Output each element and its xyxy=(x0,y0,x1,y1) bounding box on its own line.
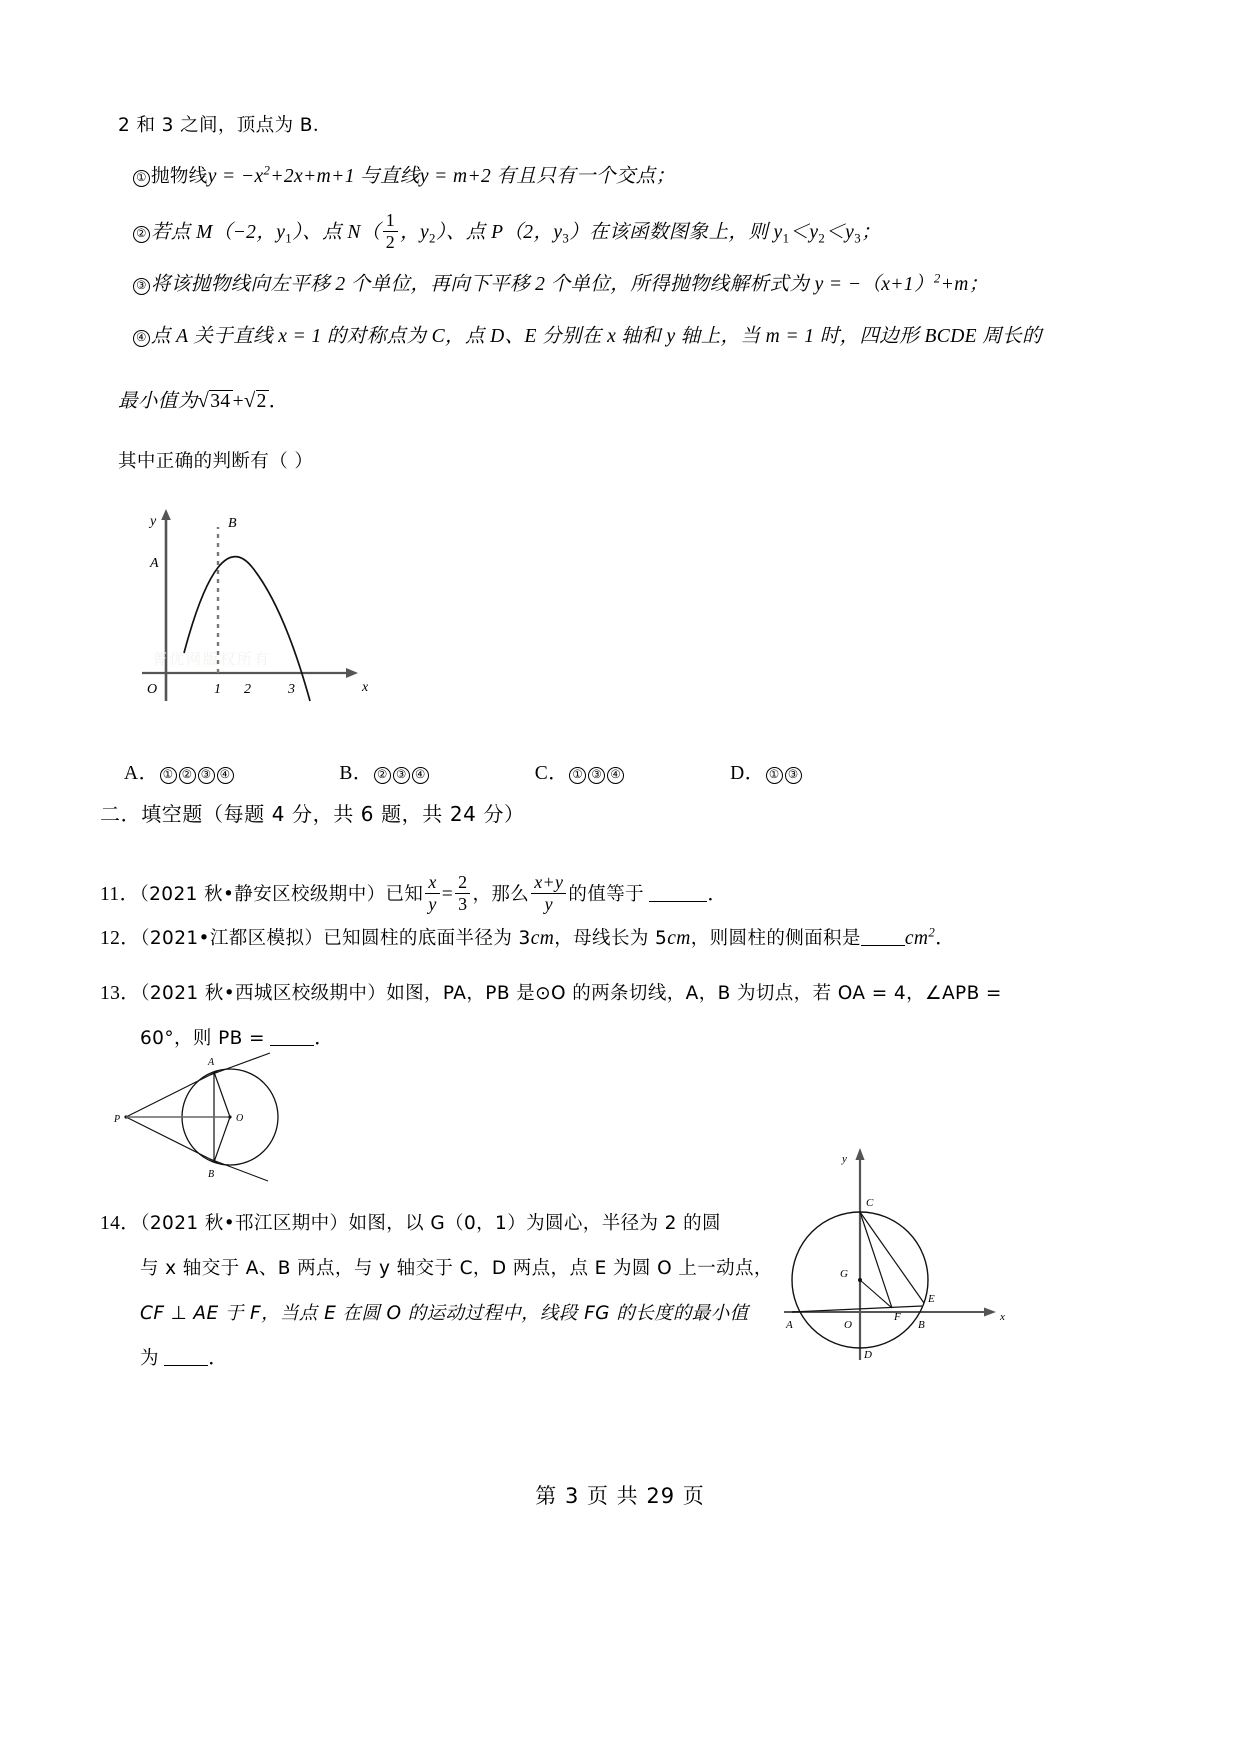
parabola-svg xyxy=(128,505,388,705)
answer-blank-q12[interactable] xyxy=(861,926,905,947)
choice-b-item-2: ② xyxy=(374,767,391,784)
point-b-label: B xyxy=(918,1319,925,1331)
question-14-line-1: 14．（2021 秋•邗江区期中）如图，以 G（0，1）为圆心，半径为 2 的圆 xyxy=(100,1213,721,1234)
point-p-label: P xyxy=(114,1114,121,1125)
problem10-ask: 其中正确的判断有（ ） xyxy=(118,451,314,473)
page-content xyxy=(118,108,1118,494)
choice-d[interactable] xyxy=(730,757,803,785)
question-12-source: （2021•江都区模拟） xyxy=(140,928,324,949)
question-13-line-1: 13．（2021 秋•西城区校级期中）如图，PA，PB 是⊙O 的两条切线，A，B 为切点，若 OA = 4，∠APB = xyxy=(100,983,1002,1004)
question-13-line-2: 60°，则 PB = ． xyxy=(140,1020,334,1058)
fraction-one-half: $\frac{1}{2}$ xyxy=(383,210,398,252)
circle-coordinate-svg xyxy=(770,1140,1020,1370)
choice-b-item-4: ④ xyxy=(412,767,429,784)
question-13-number: 13． xyxy=(100,983,141,1004)
problem10-statement-4: ④ 点 A 关于直线 x = 1 的对称点为 C，点 D、E 分别在 x 轴和 y 轴上，当 m = 1 时，四边形 BCDE 周长的 xyxy=(118,318,1118,356)
fraction-x-over-y: $\frac{x}{y}$ xyxy=(425,872,439,914)
y-axis-arrow xyxy=(855,1148,864,1160)
point-f-label: F xyxy=(894,1311,901,1323)
parabola-curve xyxy=(184,557,310,701)
x-axis-label: x xyxy=(1000,1311,1005,1323)
question-12: 12．（2021•江都区模拟）已知圆柱的底面半径为 3cm，母线长为 5cm，则圆柱的侧面积是 $cm^2$． xyxy=(100,925,956,949)
x-axis-label: x xyxy=(362,680,369,695)
choice-b-item-3: ③ xyxy=(393,767,410,784)
choice-c-item-1: ① xyxy=(569,767,586,784)
circled-number-2: ② xyxy=(133,226,150,243)
choice-c-letter: C． xyxy=(534,763,569,784)
circled-number-4: ④ xyxy=(133,330,150,347)
question-14-line-2: 与 x 轴交于 A、B 两点，与 y 轴交于 C，D 两点，点 E 为圆 O 上一动点， xyxy=(140,1258,773,1279)
problem10-statement-1: ① 抛物线$y = -x^2+2x+m+1$ 与直线y = m+2 有且只有一个交点； xyxy=(118,158,1118,196)
fraction-two-thirds: $\frac{2}{3}$ xyxy=(455,872,470,914)
tangent-pa xyxy=(126,1071,218,1117)
choice-a-item-2: ② xyxy=(179,767,196,784)
question-14-number: 14． xyxy=(100,1213,141,1234)
answer-blank-q11[interactable] xyxy=(649,881,707,902)
y-axis-label: y xyxy=(842,1153,847,1165)
tangent-circle-svg xyxy=(110,1050,320,1185)
choice-b-letter: B． xyxy=(339,763,373,784)
page-footer: 第 3 页 共 29 页 xyxy=(535,1484,705,1508)
question-13-source: （2021 秋•西城区校级期中） xyxy=(140,983,387,1004)
sqrt-34: √34 xyxy=(197,390,231,413)
question-12-number: 12． xyxy=(100,928,141,949)
fraction-x-plus-y-over-y: $\frac{x+y}{y}$ xyxy=(531,872,566,914)
tangent-pa-extension xyxy=(210,1053,270,1075)
segment-ce xyxy=(860,1212,924,1303)
choice-d-item-1: ① xyxy=(766,767,783,784)
tangent-circle-figure xyxy=(110,1050,320,1185)
origin-label: O xyxy=(844,1319,852,1331)
problem10-continuation: 2 和 3 之间，顶点为 B． xyxy=(118,115,332,136)
problem10-statement-3: ③ 将该抛物线向左平移 2 个单位，再向下平移 2 个单位，所得抛物线解析式为 $y = -(x+1)^2+m$； xyxy=(118,266,1118,304)
tick-label-3: 3 xyxy=(288,682,295,697)
section-heading-fill-in-blank: 二．填空题（每题 4 分，共 6 题，共 24 分） xyxy=(100,802,525,826)
point-d-label: D xyxy=(864,1349,872,1361)
question-14-source: （2021 秋•邗江区期中） xyxy=(140,1213,349,1234)
radius-ob xyxy=(214,1117,230,1162)
point-b-label: B xyxy=(228,516,237,531)
point-e-label: E xyxy=(928,1293,935,1305)
choice-a-item-4: ④ xyxy=(217,767,234,784)
question-11: 11．（2021 秋•静安区校级期中）已知 $\frac{x}{y}$ = $\frac{2}{3}$ ，那么 $\frac{x+y}{y}$ 的值等于 ． xyxy=(100,872,728,914)
answer-choices-row xyxy=(124,757,984,785)
point-o-dot xyxy=(228,1115,231,1118)
circle-coordinate-figure xyxy=(770,1140,1020,1370)
problem10-statement-4-cont: 最小值为√34 +√2 ． xyxy=(118,382,1118,422)
question-11-source: （2021 秋•静安区校级期中） xyxy=(139,883,386,905)
x-axis-arrow xyxy=(346,668,358,678)
choice-c-item-3: ③ xyxy=(588,767,605,784)
question-14-line-3: CF ⊥ AE 于 F，当点 E 在圆 O 的运动过程中，线段 FG 的长度的最小值 xyxy=(140,1303,749,1324)
origin-label: O xyxy=(147,682,158,697)
circled-number-1: ① xyxy=(133,170,150,187)
tick-label-1: 1 xyxy=(214,682,221,697)
choice-a-item-3: ③ xyxy=(198,767,215,784)
choice-a[interactable] xyxy=(124,757,334,785)
sqrt-2: √2 xyxy=(243,390,267,413)
point-o-label: O xyxy=(236,1113,244,1124)
question-14-line-4: 为 ． xyxy=(140,1340,228,1378)
answer-blank-q13[interactable] xyxy=(270,1026,314,1047)
point-g-label: G xyxy=(840,1268,848,1280)
point-c-label: C xyxy=(866,1197,874,1209)
watermark: 菁优网版权所有 xyxy=(152,651,272,668)
y-axis-arrow xyxy=(161,509,171,520)
x-axis-arrow xyxy=(984,1308,996,1317)
choice-a-letter: A． xyxy=(124,763,159,784)
choice-c[interactable] xyxy=(535,757,725,785)
choice-d-letter: D． xyxy=(730,763,765,784)
point-a-label: A xyxy=(208,1057,215,1068)
choice-a-item-1: ① xyxy=(160,767,177,784)
tangent-pb xyxy=(126,1117,218,1163)
point-a-label: A xyxy=(150,556,159,571)
answer-blank-q14[interactable] xyxy=(164,1346,208,1367)
question-11-number: 11． xyxy=(100,883,140,905)
parabola-figure xyxy=(128,505,388,705)
y-axis-label: y xyxy=(150,514,157,529)
problem10-statement-2: ② 若点 M（−2，$y_1$）、点 N（ $\frac{1}{2}$ ，$y_2$）、点 P（2，$y_3$）在该函数图象上，则 $y_1<y_2<y_3$； xyxy=(118,210,1118,252)
choice-d-item-3: ③ xyxy=(785,767,802,784)
point-a-label: A xyxy=(786,1319,793,1331)
circled-number-3: ③ xyxy=(133,278,150,295)
point-b-label: B xyxy=(208,1169,215,1180)
radius-oa xyxy=(214,1072,230,1117)
tick-label-2: 2 xyxy=(244,682,251,697)
choice-c-item-4: ④ xyxy=(607,767,624,784)
tangent-pb-extension xyxy=(210,1159,268,1181)
choice-b[interactable] xyxy=(339,757,529,785)
